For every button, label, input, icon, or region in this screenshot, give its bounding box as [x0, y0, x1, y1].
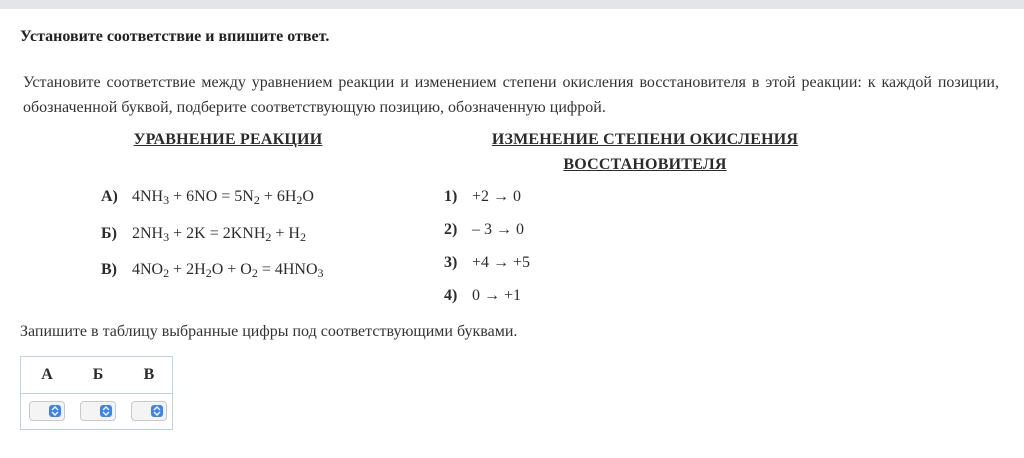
option-row-2 [444, 221, 524, 239]
equation-text: $4NO_2 + 2H_2O + O_2 = 4HNO_3$ [132, 261, 324, 280]
page-title: Установите соответствие и впишите ответ. [20, 28, 330, 45]
option-text: +4 → +5 [472, 254, 531, 271]
equation-row-v [101, 261, 324, 279]
answer-table [20, 356, 173, 430]
answer-header-v: В [143, 366, 155, 383]
answer-header-b: Б [92, 366, 104, 383]
option-label: 4) [444, 287, 458, 304]
column-header-oxidation [470, 127, 820, 177]
task-text: Установите соответствие между уравнением реакции и изменением степени окисления восстановителя в этой реакции: к каждой позиции, обозначенной буквой, подберите соответствующую позицию, обозначенную цифрой. [23, 74, 999, 116]
option-label: 1) [444, 188, 458, 205]
column-header-oxidation-line1: ИЗМЕНЕНИЕ СТЕПЕНИ ОКИСЛЕНИЯ [491, 131, 799, 148]
answer-select-a[interactable] [29, 401, 65, 421]
divider [21, 393, 172, 394]
option-text: +2 → 0 [472, 188, 522, 205]
equation-text: $4NH_3 + 6NO = 5N_2 + 6H_2O$ [132, 188, 314, 207]
option-row-3 [444, 254, 530, 272]
equation-label: А) [101, 188, 118, 205]
instruction-note: Запишите в таблицу выбранные цифры под соответствующими буквами. [20, 323, 518, 340]
option-text: 0 → +1 [472, 287, 522, 304]
answer-header-a: А [41, 366, 53, 383]
equation-row-a [101, 188, 314, 206]
option-row-1 [444, 188, 521, 206]
equation-text: $2NH_3 + 2K = 2KNH_2 + H_2$ [132, 225, 306, 244]
option-text: – 3 → 0 [472, 221, 524, 238]
option-label: 2) [444, 221, 458, 238]
option-row-4 [444, 287, 521, 305]
equation-row-b [101, 225, 306, 243]
answer-select-v[interactable] [131, 401, 167, 421]
column-header-oxidation-line2: ВОССТАНОВИТЕЛЯ [563, 156, 727, 173]
dropdown-arrows-icon [151, 405, 163, 417]
answer-select-b[interactable] [80, 401, 116, 421]
equation-label: В) [101, 261, 117, 278]
dropdown-arrows-icon [100, 405, 112, 417]
option-label: 3) [444, 254, 458, 271]
dropdown-arrows-icon [49, 405, 61, 417]
top-bar [0, 0, 1024, 9]
column-header-equations: УРАВНЕНИЕ РЕАКЦИИ [133, 131, 323, 148]
equation-label: Б) [101, 225, 117, 242]
